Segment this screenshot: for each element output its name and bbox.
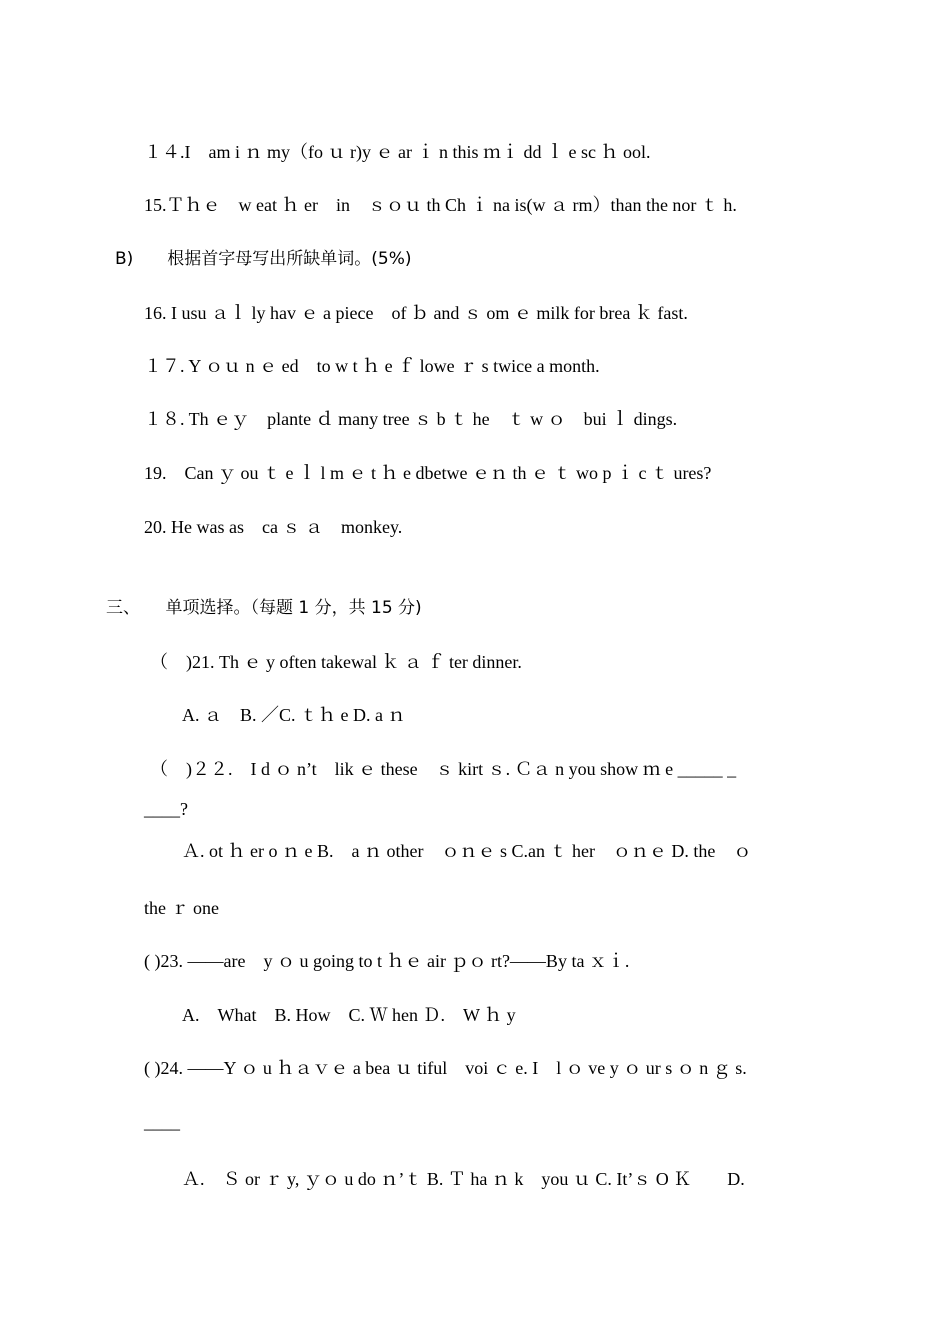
question-24-blank: ____ (144, 1112, 180, 1132)
question-19: 19. Can ｙ ou ｔ e ｌ l m ｅ t ｈ e dbetwe ｅｎ th ｅ ｔ wo p ｉ c ｔ ures? (144, 463, 712, 483)
section-b-heading: B) 根据首字母写出所缺单词。(5%) (115, 249, 412, 269)
question-21-options: A. ａ B. ／C. ｔｈ e D. a ｎ (182, 705, 406, 725)
question-21: （ )21. Th ｅ y often takewal ｋ ａ ｆ ter dinner. (150, 652, 522, 672)
question-15: 15.Ｔｈｅ w eat ｈ er in ｓｏｕ th Ch ｉ na is(w ａ rm）than the nor ｔ h. (144, 195, 737, 215)
question-22-options: Ａ. ot ｈ er o ｎ e B. a ｎ other ｏｎｅ s C.an ｔ her ｏｎｅ D. the ｏ (182, 841, 752, 861)
question-23: ( )23. ——are y ｏ u going to t ｈｅ air ｐｏ rt?——By ta ｘｉ. (144, 951, 630, 971)
question-20: 20. He was as ca ｓ ａ monkey. (144, 517, 403, 537)
question-22-blank: ____? (144, 799, 188, 819)
question-23-options: A. What B. How C. Ｗ hen Ｄ. W ｈ y (182, 1005, 516, 1025)
section-3-heading: 三、 单项选择。（每题 1 分，共 15 分) (106, 598, 422, 618)
question-24-options: Ａ. Ｓ or ｒ y, ｙｏ u do ｎ’ｔ B. Ｔ ha ｎ k you ｕ C. It’ｓ O Ｋ D. (182, 1169, 745, 1189)
question-24: ( )24. ——Y ｏ u ｈａｖｅ a bea ｕ tiful voi ｃ e. I l ｏ ve y ｏ ur s ｏ n ｇ s. (144, 1058, 747, 1078)
question-22: （ )２２. I d ｏ n’t lik ｅ these ｓ kirt ｓ. Ｃａ n you show ｍ e _____ _ (150, 759, 737, 779)
question-14: １４.I am i ｎ my（fo ｕ r)y ｅ ar ｉ n this ｍｉ dd ｌ e sc ｈ ool. (144, 142, 651, 162)
question-18: １８. Th ｅｙ plante ｄ many tree ｓ b ｔ he ｔ w ｏ bui ｌ dings. (144, 409, 678, 429)
question-22-options-cont: the ｒ one (144, 898, 219, 918)
question-16: 16. I usu ａｌ ly hav ｅ a piece of ｂ and ｓ om ｅ milk for brea ｋ fast. (144, 303, 688, 323)
question-17: １７. Y ｏｕ n ｅ ed to w t ｈ e ｆ lowe ｒ s twice a month. (144, 356, 600, 376)
